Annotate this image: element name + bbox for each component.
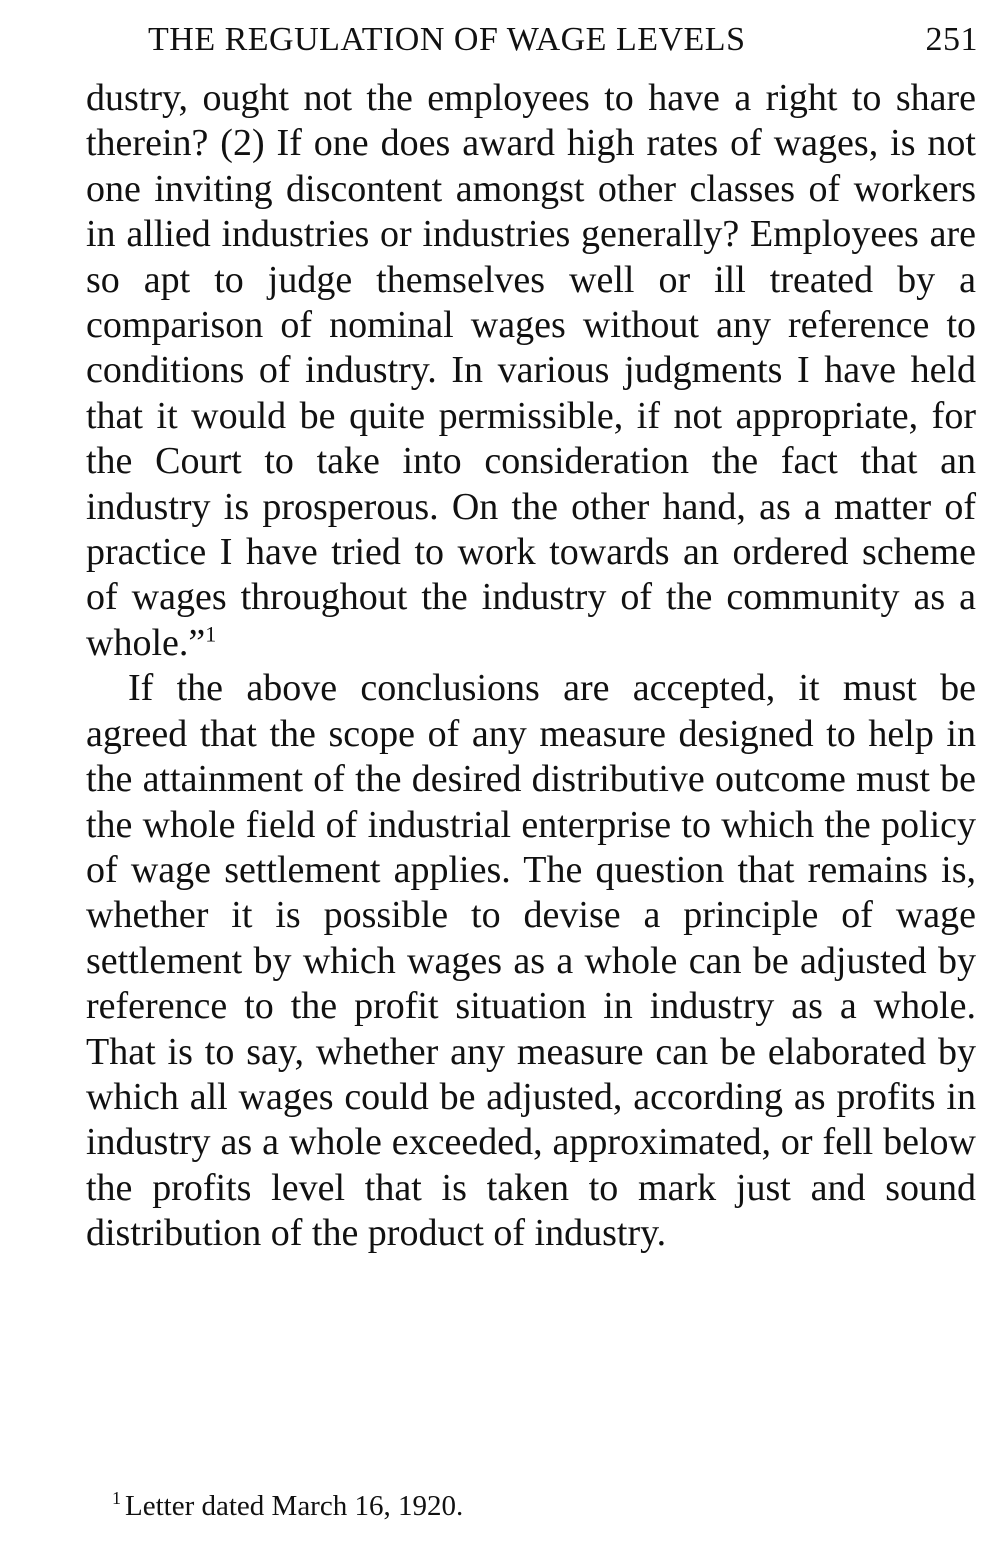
paragraph-1 [86, 76, 976, 666]
running-head [148, 16, 978, 64]
footnote-reference: 1 [205, 621, 217, 647]
footnote [112, 1488, 912, 1524]
body-text [86, 76, 976, 1257]
paragraph-1-text: dustry, ought not the employees to have a right to share therein? (2) If one does award high rates of wages, is not one inviting discontent amongst other classes of workers in allied industries or industries generally? Employees are so apt to judge themselves well or ill treated by a comparison of nominal wages without any reference to conditions of industry. In various judgments I have held that it would be quite permissible, if not appropriate, for the Court to take into consideration the fact that an industry is prosperous. On the other hand, as a matter of practice I have tried to work towards an ordered scheme of wages throughout the industry of the community as a whole.” [86, 77, 976, 664]
running-head-title: THE REGULATION OF WAGE LEVELS [148, 21, 746, 58]
footnote-text: Letter dated March 16, 1920. [125, 1490, 464, 1522]
paragraph-2 [86, 666, 976, 1256]
page-number: 251 [925, 21, 978, 58]
footnote-marker: 1 [112, 1488, 121, 1509]
paragraph-2-text: If the above conclusions are accepted, it must be agreed that the scope of any measure designed to help in the attainment of the desired distributive outcome must be the whole field of industrial enterprise to which the policy of wage settlement applies. The question that remains is, whether it is possible to devise a principle of wage settlement by which wages as a whole can be adjusted by reference to the profit situation in industry as a whole. That is to say, whether any measure can be elaborated by which all wages could be adjusted, according as profits in industry as a whole exceeded, approximated, or fell below the profits level that is taken to mark just and sound distribution of the product of industry. [86, 667, 976, 1255]
